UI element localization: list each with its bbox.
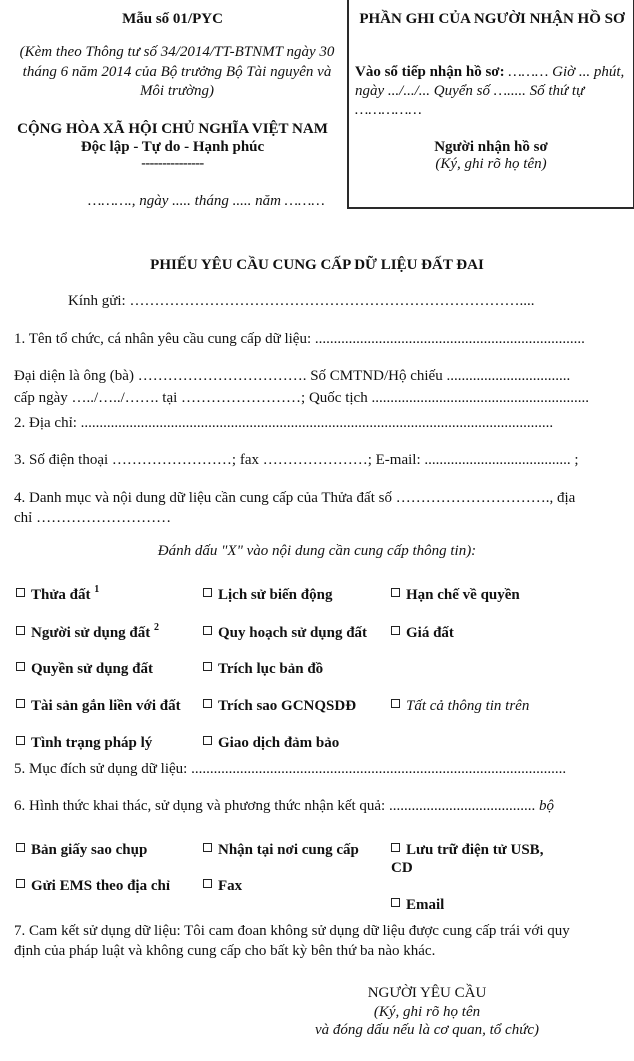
signature-title: NGƯỜI YÊU CẦU	[367, 985, 487, 1001]
signature-note-2: và đóng dấu nếu là cơ quan, tổ chức)	[314, 1022, 540, 1038]
field-purpose[interactable]: 5. Mục đích sử dụng dữ liệu: ....................................................................................................	[14, 761, 567, 777]
receiver-signer: Người nhận hồ sơ	[434, 139, 548, 155]
checkbox-icon[interactable]	[16, 879, 25, 888]
checkbox-icon[interactable]	[16, 843, 25, 852]
option-trich-sao-gcn[interactable]: Trích sao GCNQSDĐ	[203, 697, 356, 715]
option-han-che-ve-quyen[interactable]: Hạn chế về quyền	[391, 586, 520, 604]
delivery-ban-giay[interactable]: Bản giấy sao chụp	[16, 841, 147, 859]
checkbox-icon[interactable]	[391, 588, 400, 597]
checkbox-icon[interactable]	[203, 843, 212, 852]
option-quyen-su-dung-dat[interactable]: Quyền sử dụng đất	[16, 660, 153, 678]
checkbox-icon[interactable]	[391, 626, 400, 635]
checkbox-icon[interactable]	[203, 736, 212, 745]
option-quy-hoach[interactable]: Quy hoạch sử dụng đất	[203, 624, 367, 642]
field-representative[interactable]: Đại diện là ông (bà) ……………………………. Số CMTND/Hộ chiếu .................................	[14, 368, 571, 384]
document-title: PHIẾU YÊU CẦU CUNG CẤP DỮ LIỆU ĐẤT ĐAI	[150, 257, 484, 273]
receiver-entry-value[interactable]: ……… Giờ ... phút, ngày .../.../... Quyển số …..... Số thứ tự ……………	[355, 64, 625, 118]
checkbox-icon[interactable]	[391, 843, 400, 852]
field-id-issued[interactable]: cấp ngày …../…../……. tại ……………………; Quốc tịch ..........................................................	[14, 390, 589, 406]
commitment-line2: định của pháp luật và không cung cấp cho bất kỳ bên thứ ba nào khác.	[14, 943, 436, 959]
option-tinh-trang-phap-ly[interactable]: Tình trạng pháp lý	[16, 734, 152, 752]
field-requester-name[interactable]: 1. Tên tổ chức, cá nhân yêu cầu cung cấp dữ liệu: ........................................................................	[14, 331, 585, 347]
option-tat-ca[interactable]: Tất cả thông tin trên	[391, 697, 529, 715]
form-code: Mẫu số 01/PYC	[122, 11, 223, 27]
unit-label: bộ	[538, 798, 554, 814]
national-motto: Độc lập - Tự do - Hạnh phúc	[80, 139, 265, 155]
checkbox-icon[interactable]	[391, 699, 400, 708]
delivery-ems[interactable]: Gửi EMS theo địa chỉ	[16, 877, 170, 895]
checkbox-icon[interactable]	[391, 898, 400, 907]
checkbox-icon[interactable]	[203, 588, 212, 597]
checkbox-icon[interactable]	[16, 588, 25, 597]
receiver-entry-label: Vào sổ tiếp nhận hồ sơ:	[355, 64, 505, 80]
option-gia-dat[interactable]: Giá đất	[391, 624, 454, 642]
checkbox-icon[interactable]	[16, 626, 25, 635]
date-line[interactable]: ………., ngày ..... tháng ..... năm ………	[88, 193, 325, 209]
field-contact[interactable]: 3. Số điện thoại ……………………; fax …………………; E-mail: ....................................... ;	[14, 452, 579, 468]
form-reference: (Kèm theo Thông tư số 34/2014/TT-BTNMT ngày 30 tháng 6 năm 2014 của Bộ trưởng Bộ Tài nguyên và Môi trường)	[19, 44, 335, 99]
receiver-box-title: PHẦN GHI CỦA NGƯỜI NHẬN HỒ SƠ	[359, 11, 625, 27]
receiver-box	[347, 0, 634, 209]
option-thua-dat[interactable]: Thửa đất $^1$	[16, 586, 99, 604]
motto-divider: ---------------	[141, 156, 204, 171]
checkbox-icon[interactable]	[203, 662, 212, 671]
option-lich-su-bien-dong[interactable]: Lịch sử biến động	[203, 586, 332, 604]
checkbox-icon[interactable]	[203, 879, 212, 888]
option-nguoi-su-dung-dat[interactable]: Người sử dụng đất $^2$	[16, 624, 159, 642]
receiver-signer-note: (Ký, ghi rõ họ tên)	[435, 156, 547, 172]
option-giao-dich-dam-bao[interactable]: Giao dịch đảm bảo	[203, 734, 339, 752]
option-tai-san[interactable]: Tài sản gắn liền với đất	[16, 697, 181, 715]
checkbox-icon[interactable]	[203, 699, 212, 708]
signature-note: (Ký, ghi rõ họ tên	[373, 1004, 481, 1020]
field-address[interactable]: 2. Địa chỉ: ..............................................................................................................................	[14, 415, 554, 431]
field-delivery-method[interactable]: 6. Hình thức khai thác, sử dụng và phương thức nhận kết quả: ....................................... bộ	[14, 798, 554, 814]
checkbox-icon[interactable]	[16, 699, 25, 708]
delivery-email[interactable]: Email	[391, 896, 444, 914]
receiver-entry[interactable]	[355, 63, 629, 120]
mark-instruction: Đánh dấu "X" vào nội dung cần cung cấp thông tin):	[157, 543, 477, 559]
delivery-nhan-tai-noi[interactable]: Nhận tại nơi cung cấp	[203, 841, 359, 859]
checkbox-icon[interactable]	[203, 626, 212, 635]
checkbox-icon[interactable]	[16, 662, 25, 671]
delivery-fax[interactable]: Fax	[203, 877, 242, 895]
commitment-line1: 7. Cam kết sử dụng dữ liệu: Tôi cam đoan không sử dụng dữ liệu được cung cấp trái với quy	[14, 923, 570, 939]
option-trich-luc-ban-do[interactable]: Trích lục bản đồ	[203, 660, 323, 678]
delivery-usb-cd[interactable]: Lưu trữ điện tử USB, CD	[391, 842, 544, 876]
nation-name: CỘNG HÒA XÃ HỘI CHỦ NGHĨA VIỆT NAM	[17, 121, 328, 137]
field-to[interactable]: Kính gửi: ……………………………………………………………………....	[68, 293, 535, 309]
field-parcel-line1[interactable]: 4. Danh mục và nội dung dữ liệu cần cung cấp của Thửa đất số …………………………., địa	[14, 490, 576, 506]
checkbox-icon[interactable]	[16, 736, 25, 745]
field-parcel-line2[interactable]: chỉ ………………………	[14, 510, 172, 526]
